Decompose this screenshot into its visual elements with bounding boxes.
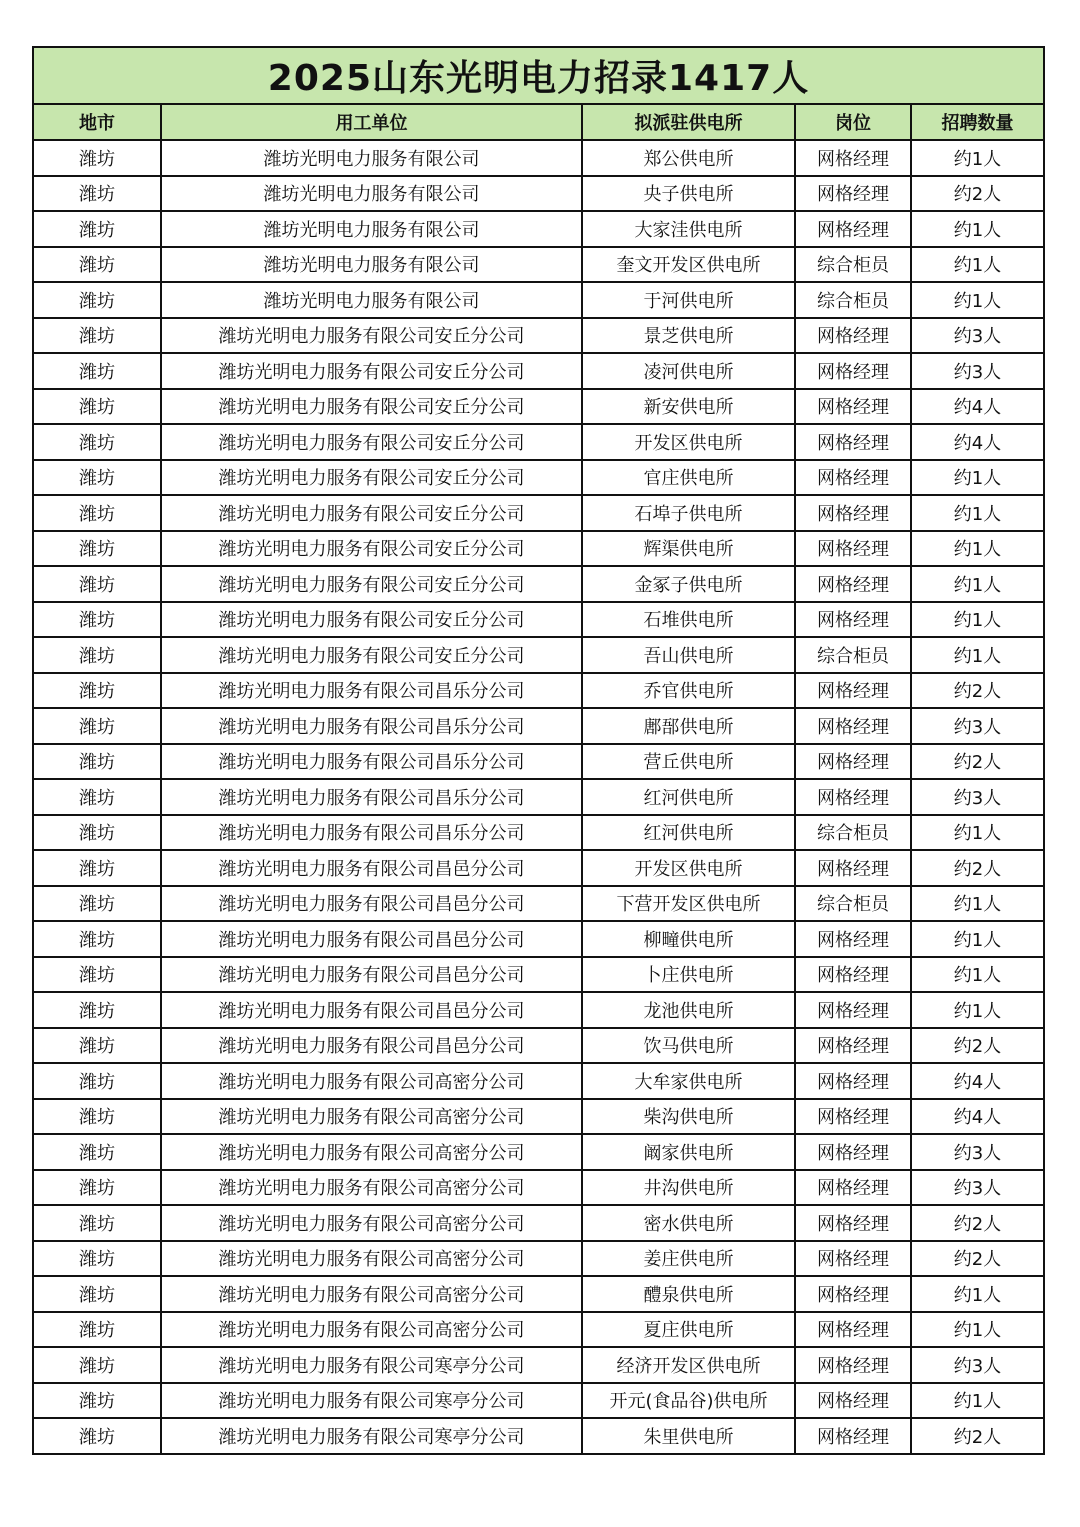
cell-headcount: 约3人 — [911, 1347, 1043, 1383]
cell-employer: 潍坊光明电力服务有限公司安丘分公司 — [161, 424, 582, 460]
table-row — [34, 1276, 1043, 1312]
cell-employer: 潍坊光明电力服务有限公司昌乐分公司 — [161, 779, 582, 815]
cell-city: 潍坊 — [34, 957, 161, 993]
cell-employer: 潍坊光明电力服务有限公司高密分公司 — [161, 1312, 582, 1348]
cell-city: 潍坊 — [34, 1347, 161, 1383]
table-row — [34, 708, 1043, 744]
cell-position: 综合柜员 — [795, 247, 911, 283]
cell-city: 潍坊 — [34, 1170, 161, 1206]
cell-station: 柳疃供电所 — [582, 921, 795, 957]
cell-city: 潍坊 — [34, 1312, 161, 1348]
cell-headcount: 约2人 — [911, 673, 1043, 709]
cell-station: 营丘供电所 — [582, 744, 795, 780]
cell-employer: 潍坊光明电力服务有限公司安丘分公司 — [161, 531, 582, 567]
cell-headcount: 约1人 — [911, 921, 1043, 957]
cell-city: 潍坊 — [34, 1205, 161, 1241]
cell-station: 开发区供电所 — [582, 424, 795, 460]
cell-position: 网格经理 — [795, 708, 911, 744]
cell-station: 官庄供电所 — [582, 460, 795, 496]
cell-position: 网格经理 — [795, 744, 911, 780]
recruitment-table-sheet — [32, 46, 1045, 1455]
cell-station: 井沟供电所 — [582, 1170, 795, 1206]
cell-position: 网格经理 — [795, 566, 911, 602]
cell-city: 潍坊 — [34, 921, 161, 957]
cell-position: 网格经理 — [795, 957, 911, 993]
cell-headcount: 约1人 — [911, 282, 1043, 318]
cell-position: 网格经理 — [795, 389, 911, 425]
cell-headcount: 约2人 — [911, 850, 1043, 886]
cell-employer: 潍坊光明电力服务有限公司昌乐分公司 — [161, 708, 582, 744]
cell-city: 潍坊 — [34, 1134, 161, 1170]
table-row — [34, 957, 1043, 993]
table-row — [34, 566, 1043, 602]
cell-station: 石堆供电所 — [582, 602, 795, 638]
cell-position: 网格经理 — [795, 850, 911, 886]
cell-employer: 潍坊光明电力服务有限公司昌邑分公司 — [161, 921, 582, 957]
table-row — [34, 850, 1043, 886]
table-row — [34, 318, 1043, 354]
table-row — [34, 744, 1043, 780]
cell-headcount: 约3人 — [911, 1170, 1043, 1206]
cell-city: 潍坊 — [34, 531, 161, 567]
cell-headcount: 约2人 — [911, 744, 1043, 780]
table-row — [34, 247, 1043, 283]
cell-headcount: 约1人 — [911, 495, 1043, 531]
cell-position: 网格经理 — [795, 353, 911, 389]
column-header-station: 拟派驻供电所 — [582, 105, 795, 140]
cell-employer: 潍坊光明电力服务有限公司昌邑分公司 — [161, 957, 582, 993]
cell-city: 潍坊 — [34, 1099, 161, 1135]
cell-headcount: 约3人 — [911, 318, 1043, 354]
table-row — [34, 1134, 1043, 1170]
cell-headcount: 约1人 — [911, 815, 1043, 851]
cell-employer: 潍坊光明电力服务有限公司高密分公司 — [161, 1276, 582, 1312]
cell-city: 潍坊 — [34, 211, 161, 247]
table-row — [34, 211, 1043, 247]
cell-headcount: 约1人 — [911, 247, 1043, 283]
cell-position: 网格经理 — [795, 1418, 911, 1453]
cell-employer: 潍坊光明电力服务有限公司昌邑分公司 — [161, 992, 582, 1028]
cell-city: 潍坊 — [34, 1276, 161, 1312]
cell-employer: 潍坊光明电力服务有限公司 — [161, 211, 582, 247]
cell-station: 金冢子供电所 — [582, 566, 795, 602]
cell-station: 乔官供电所 — [582, 673, 795, 709]
cell-employer: 潍坊光明电力服务有限公司高密分公司 — [161, 1063, 582, 1099]
cell-headcount: 约1人 — [911, 957, 1043, 993]
cell-city: 潍坊 — [34, 1063, 161, 1099]
cell-headcount: 约3人 — [911, 1134, 1043, 1170]
cell-headcount: 约1人 — [911, 1312, 1043, 1348]
cell-position: 网格经理 — [795, 424, 911, 460]
cell-city: 潍坊 — [34, 850, 161, 886]
cell-position: 综合柜员 — [795, 282, 911, 318]
column-header-employer: 用工单位 — [161, 105, 582, 140]
cell-headcount: 约1人 — [911, 1276, 1043, 1312]
column-header-city: 地市 — [34, 105, 161, 140]
cell-position: 网格经理 — [795, 1383, 911, 1419]
cell-position: 网格经理 — [795, 460, 911, 496]
cell-headcount: 约2人 — [911, 176, 1043, 212]
cell-position: 网格经理 — [795, 1312, 911, 1348]
table-row — [34, 602, 1043, 638]
table-row — [34, 353, 1043, 389]
cell-employer: 潍坊光明电力服务有限公司寒亭分公司 — [161, 1418, 582, 1453]
cell-station: 郑公供电所 — [582, 140, 795, 176]
cell-city: 潍坊 — [34, 673, 161, 709]
recruitment-table — [34, 105, 1043, 1453]
table-row — [34, 1383, 1043, 1419]
cell-headcount: 约4人 — [911, 1099, 1043, 1135]
table-row — [34, 1099, 1043, 1135]
table-row — [34, 389, 1043, 425]
cell-station: 夏庄供电所 — [582, 1312, 795, 1348]
cell-station: 密水供电所 — [582, 1205, 795, 1241]
cell-employer: 潍坊光明电力服务有限公司 — [161, 247, 582, 283]
cell-headcount: 约3人 — [911, 779, 1043, 815]
cell-employer: 潍坊光明电力服务有限公司高密分公司 — [161, 1099, 582, 1135]
header-row — [34, 105, 1043, 140]
cell-employer: 潍坊光明电力服务有限公司高密分公司 — [161, 1205, 582, 1241]
table-row — [34, 1418, 1043, 1453]
cell-headcount: 约4人 — [911, 1063, 1043, 1099]
table-row — [34, 1063, 1043, 1099]
cell-city: 潍坊 — [34, 460, 161, 496]
cell-employer: 潍坊光明电力服务有限公司寒亭分公司 — [161, 1383, 582, 1419]
cell-headcount: 约1人 — [911, 992, 1043, 1028]
cell-city: 潍坊 — [34, 566, 161, 602]
cell-headcount: 约1人 — [911, 1383, 1043, 1419]
table-body — [34, 140, 1043, 1453]
cell-position: 综合柜员 — [795, 815, 911, 851]
cell-city: 潍坊 — [34, 1028, 161, 1064]
cell-city: 潍坊 — [34, 779, 161, 815]
cell-headcount: 约3人 — [911, 708, 1043, 744]
cell-station: 新安供电所 — [582, 389, 795, 425]
cell-station: 石埠子供电所 — [582, 495, 795, 531]
cell-station: 卜庄供电所 — [582, 957, 795, 993]
table-row — [34, 495, 1043, 531]
cell-position: 网格经理 — [795, 140, 911, 176]
cell-employer: 潍坊光明电力服务有限公司安丘分公司 — [161, 602, 582, 638]
cell-position: 网格经理 — [795, 176, 911, 212]
table-row — [34, 815, 1043, 851]
cell-position: 网格经理 — [795, 211, 911, 247]
cell-employer: 潍坊光明电力服务有限公司高密分公司 — [161, 1241, 582, 1277]
cell-employer: 潍坊光明电力服务有限公司昌邑分公司 — [161, 1028, 582, 1064]
cell-city: 潍坊 — [34, 140, 161, 176]
cell-city: 潍坊 — [34, 1241, 161, 1277]
column-header-headcount: 招聘数量 — [911, 105, 1043, 140]
cell-station: 经济开发区供电所 — [582, 1347, 795, 1383]
table-row — [34, 1241, 1043, 1277]
cell-employer: 潍坊光明电力服务有限公司安丘分公司 — [161, 318, 582, 354]
cell-city: 潍坊 — [34, 389, 161, 425]
table-row — [34, 531, 1043, 567]
table-row — [34, 637, 1043, 673]
cell-headcount: 约4人 — [911, 389, 1043, 425]
table-row — [34, 886, 1043, 922]
cell-employer: 潍坊光明电力服务有限公司 — [161, 282, 582, 318]
cell-city: 潍坊 — [34, 708, 161, 744]
cell-position: 网格经理 — [795, 602, 911, 638]
cell-employer: 潍坊光明电力服务有限公司安丘分公司 — [161, 353, 582, 389]
cell-position: 网格经理 — [795, 1241, 911, 1277]
table-row — [34, 1312, 1043, 1348]
cell-position: 网格经理 — [795, 1028, 911, 1064]
cell-city: 潍坊 — [34, 886, 161, 922]
cell-headcount: 约4人 — [911, 424, 1043, 460]
table-row — [34, 992, 1043, 1028]
cell-station: 奎文开发区供电所 — [582, 247, 795, 283]
cell-headcount: 约2人 — [911, 1205, 1043, 1241]
cell-city: 潍坊 — [34, 176, 161, 212]
cell-city: 潍坊 — [34, 353, 161, 389]
cell-city: 潍坊 — [34, 247, 161, 283]
cell-city: 潍坊 — [34, 424, 161, 460]
cell-headcount: 约1人 — [911, 566, 1043, 602]
table-row — [34, 460, 1043, 496]
cell-employer: 潍坊光明电力服务有限公司昌乐分公司 — [161, 744, 582, 780]
column-header-position: 岗位 — [795, 105, 911, 140]
cell-employer: 潍坊光明电力服务有限公司安丘分公司 — [161, 637, 582, 673]
cell-position: 网格经理 — [795, 992, 911, 1028]
cell-station: 醴泉供电所 — [582, 1276, 795, 1312]
cell-position: 网格经理 — [795, 531, 911, 567]
cell-city: 潍坊 — [34, 637, 161, 673]
table-row — [34, 1170, 1043, 1206]
table-row — [34, 176, 1043, 212]
cell-employer: 潍坊光明电力服务有限公司安丘分公司 — [161, 495, 582, 531]
cell-position: 综合柜员 — [795, 637, 911, 673]
table-row — [34, 779, 1043, 815]
cell-station: 开发区供电所 — [582, 850, 795, 886]
table-row — [34, 921, 1043, 957]
table-row — [34, 1028, 1043, 1064]
cell-position: 网格经理 — [795, 1170, 911, 1206]
table-row — [34, 1205, 1043, 1241]
cell-headcount: 约1人 — [911, 460, 1043, 496]
cell-employer: 潍坊光明电力服务有限公司昌乐分公司 — [161, 815, 582, 851]
cell-headcount: 约1人 — [911, 140, 1043, 176]
cell-headcount: 约3人 — [911, 353, 1043, 389]
cell-employer: 潍坊光明电力服务有限公司高密分公司 — [161, 1170, 582, 1206]
cell-city: 潍坊 — [34, 1383, 161, 1419]
cell-headcount: 约1人 — [911, 602, 1043, 638]
cell-city: 潍坊 — [34, 815, 161, 851]
cell-position: 网格经理 — [795, 1099, 911, 1135]
cell-headcount: 约1人 — [911, 211, 1043, 247]
cell-station: 鄌郚供电所 — [582, 708, 795, 744]
table-row — [34, 140, 1043, 176]
cell-headcount: 约1人 — [911, 637, 1043, 673]
cell-headcount: 约2人 — [911, 1241, 1043, 1277]
cell-station: 央子供电所 — [582, 176, 795, 212]
cell-employer: 潍坊光明电力服务有限公司高密分公司 — [161, 1134, 582, 1170]
cell-station: 辉渠供电所 — [582, 531, 795, 567]
cell-city: 潍坊 — [34, 282, 161, 318]
table-row — [34, 1347, 1043, 1383]
cell-station: 下营开发区供电所 — [582, 886, 795, 922]
cell-city: 潍坊 — [34, 1418, 161, 1453]
cell-employer: 潍坊光明电力服务有限公司安丘分公司 — [161, 460, 582, 496]
cell-city: 潍坊 — [34, 744, 161, 780]
cell-position: 网格经理 — [795, 1134, 911, 1170]
cell-position: 综合柜员 — [795, 886, 911, 922]
cell-station: 景芝供电所 — [582, 318, 795, 354]
cell-station: 开元(食品谷)供电所 — [582, 1383, 795, 1419]
cell-employer: 潍坊光明电力服务有限公司 — [161, 176, 582, 212]
cell-position: 网格经理 — [795, 1276, 911, 1312]
cell-position: 网格经理 — [795, 318, 911, 354]
cell-position: 网格经理 — [795, 673, 911, 709]
cell-station: 凌河供电所 — [582, 353, 795, 389]
cell-station: 大牟家供电所 — [582, 1063, 795, 1099]
cell-station: 吾山供电所 — [582, 637, 795, 673]
cell-station: 大家洼供电所 — [582, 211, 795, 247]
cell-station: 红河供电所 — [582, 815, 795, 851]
cell-city: 潍坊 — [34, 495, 161, 531]
table-row — [34, 673, 1043, 709]
cell-station: 于河供电所 — [582, 282, 795, 318]
table-title: 2025山东光明电力招录1417人 — [34, 48, 1043, 105]
cell-headcount: 约1人 — [911, 531, 1043, 567]
cell-headcount: 约1人 — [911, 886, 1043, 922]
cell-employer: 潍坊光明电力服务有限公司安丘分公司 — [161, 566, 582, 602]
table-row — [34, 424, 1043, 460]
cell-station: 朱里供电所 — [582, 1418, 795, 1453]
cell-city: 潍坊 — [34, 318, 161, 354]
cell-position: 网格经理 — [795, 1063, 911, 1099]
cell-employer: 潍坊光明电力服务有限公司昌乐分公司 — [161, 673, 582, 709]
cell-employer: 潍坊光明电力服务有限公司 — [161, 140, 582, 176]
table-row — [34, 282, 1043, 318]
cell-position: 网格经理 — [795, 779, 911, 815]
cell-station: 柴沟供电所 — [582, 1099, 795, 1135]
cell-station: 龙池供电所 — [582, 992, 795, 1028]
cell-position: 网格经理 — [795, 921, 911, 957]
cell-employer: 潍坊光明电力服务有限公司昌邑分公司 — [161, 886, 582, 922]
cell-employer: 潍坊光明电力服务有限公司昌邑分公司 — [161, 850, 582, 886]
cell-city: 潍坊 — [34, 602, 161, 638]
cell-city: 潍坊 — [34, 992, 161, 1028]
cell-station: 阚家供电所 — [582, 1134, 795, 1170]
cell-position: 网格经理 — [795, 495, 911, 531]
cell-station: 姜庄供电所 — [582, 1241, 795, 1277]
cell-station: 饮马供电所 — [582, 1028, 795, 1064]
cell-headcount: 约2人 — [911, 1418, 1043, 1453]
cell-headcount: 约2人 — [911, 1028, 1043, 1064]
cell-employer: 潍坊光明电力服务有限公司安丘分公司 — [161, 389, 582, 425]
cell-position: 网格经理 — [795, 1205, 911, 1241]
cell-station: 红河供电所 — [582, 779, 795, 815]
cell-employer: 潍坊光明电力服务有限公司寒亭分公司 — [161, 1347, 582, 1383]
cell-position: 网格经理 — [795, 1347, 911, 1383]
